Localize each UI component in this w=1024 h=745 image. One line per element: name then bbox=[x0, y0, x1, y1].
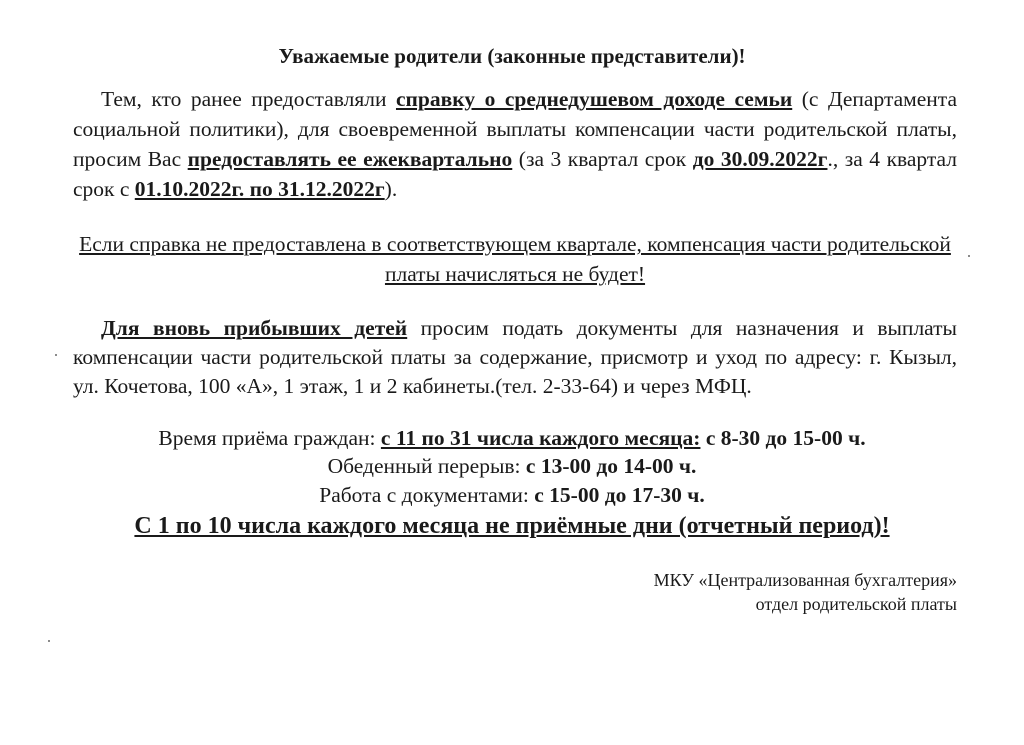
p1-text-2: (с Департамента социальной политики), для своевременной выплаты компенсации части родительской платы, просим Вас bbox=[73, 87, 957, 171]
p3-emph-new-children: Для вновь прибывших детей bbox=[101, 316, 408, 340]
lunch-break-line bbox=[0, 454, 1024, 479]
paragraph-income-certificate bbox=[73, 84, 957, 204]
reception-label: Время приёма граждан: bbox=[158, 426, 381, 450]
paragraph-new-children bbox=[73, 314, 957, 401]
reception-hours: с 8-30 до 15-00 ч. bbox=[700, 426, 866, 450]
reception-days: с 11 по 31 числа каждого месяца: bbox=[380, 426, 701, 450]
p1-deadline-q4: 01.10.2022г. по 31.12.2022г bbox=[134, 177, 385, 201]
scan-speck bbox=[968, 255, 970, 257]
signature-org: МКУ «Централизованная бухгалтерия» bbox=[653, 570, 957, 590]
notice-title: Уважаемые родители (законные представители)! bbox=[278, 44, 746, 68]
paragraph-warning: Если справка не предоставлена в соответствующем квартале, компенсация части родительской платы начисляться не будет! bbox=[79, 232, 951, 286]
signature-dept: отдел родительской платы bbox=[755, 594, 957, 614]
docs-value: с 15-00 до 17-30 ч. bbox=[534, 483, 705, 507]
closed-days-line: С 1 по 10 числа каждого месяца не приёмные дни (отчетный период)! bbox=[134, 513, 890, 539]
p1-text-3: (за 3 квартал срок bbox=[512, 147, 693, 171]
p1-text-1: Тем, кто ранее предоставляли bbox=[101, 87, 396, 111]
p3-text: просим подать документы для назначения и выплаты компенсации части родительской платы за содержание, присмотр и уход по адресу: г. Кызыл, ул. Кочетова, 100 «А», 1 этаж, 1 и 2 кабинеты.(тел. 2-33-64) и через МФЦ. bbox=[73, 316, 957, 398]
lunch-value: с 13-00 до 14-00 ч. bbox=[525, 454, 697, 478]
docs-label: Работа с документами: bbox=[319, 483, 535, 507]
p1-emph-certificate: справку о среднедушевом доходе семьи bbox=[395, 87, 793, 111]
lunch-label: Обеденный перерыв: bbox=[327, 454, 526, 478]
reception-hours-line bbox=[0, 426, 1024, 451]
p1-text-5: ). bbox=[384, 177, 398, 201]
scan-speck bbox=[48, 640, 50, 642]
p1-deadline-q3: до 30.09.2022г bbox=[692, 147, 828, 171]
document-work-line bbox=[0, 483, 1024, 508]
p1-text-4: ., за 4 квартал срок с bbox=[73, 147, 958, 201]
p1-emph-quarterly: предоставлять ее ежеквартально bbox=[187, 147, 513, 171]
scan-speck bbox=[55, 354, 57, 356]
